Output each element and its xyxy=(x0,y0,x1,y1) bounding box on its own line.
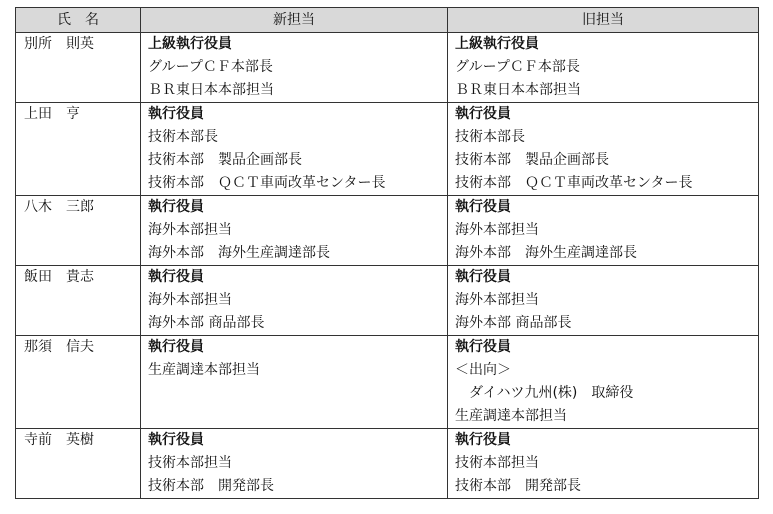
old-assignment-line: ＢＲ東日本本部担当 xyxy=(455,82,581,98)
officer-name: 上田 亨 xyxy=(24,106,80,122)
old-assignment-line: 海外本部担当 xyxy=(455,292,539,308)
new-assignment-line: 海外本部担当 xyxy=(148,292,232,308)
table-row xyxy=(16,196,759,266)
header-new-assignment: 新担当 xyxy=(141,8,448,33)
new-assignment-line: グループＣＦ本部長 xyxy=(148,59,273,75)
officer-name: 寺前 英樹 xyxy=(24,432,94,448)
table-row xyxy=(16,33,759,103)
new-assignment-cell xyxy=(141,103,448,196)
header-name: 氏 名 xyxy=(16,8,141,33)
old-position-title: 執行役員 xyxy=(455,199,511,215)
new-position-title: 上級執行役員 xyxy=(148,36,232,52)
new-assignment-line: 技術本部長 xyxy=(148,129,218,145)
old-assignment-line: 海外本部 商品部長 xyxy=(455,315,572,331)
new-assignment-line: 海外本部担当 xyxy=(148,222,232,238)
header-old-assignment: 旧担当 xyxy=(448,8,759,33)
new-position-title: 執行役員 xyxy=(148,432,204,448)
table-row xyxy=(16,266,759,336)
old-position-title: 執行役員 xyxy=(455,432,511,448)
header-row xyxy=(16,8,759,33)
old-assignment-line: ＜出向＞ xyxy=(455,362,511,378)
new-assignment-line: 技術本部 製品企画部長 xyxy=(148,152,302,168)
old-assignment-line: グループＣＦ本部長 xyxy=(455,59,580,75)
new-assignment-line: 技術本部担当 xyxy=(148,455,232,471)
old-assignment-line: 海外本部担当 xyxy=(455,222,539,238)
officer-name-cell xyxy=(16,336,141,429)
old-assignment-cell xyxy=(448,33,759,103)
old-position-title: 上級執行役員 xyxy=(455,36,539,52)
old-position-title: 執行役員 xyxy=(455,269,511,285)
old-assignment-line: 海外本部 海外生産調達部長 xyxy=(455,245,637,261)
new-position-title: 執行役員 xyxy=(148,269,204,285)
old-assignment-cell xyxy=(448,266,759,336)
new-assignment-line: ＢＲ東日本本部担当 xyxy=(148,82,274,98)
old-assignment-cell xyxy=(448,336,759,429)
officer-name-cell xyxy=(16,429,141,499)
table-row xyxy=(16,103,759,196)
officer-name-cell xyxy=(16,196,141,266)
old-assignment-line: 技術本部 開発部長 xyxy=(455,478,581,494)
officer-name: 那須 信夫 xyxy=(24,339,94,355)
officer-name: 別所 則英 xyxy=(24,36,94,52)
new-assignment-line: 海外本部 海外生産調達部長 xyxy=(148,245,330,261)
officer-name-cell xyxy=(16,33,141,103)
new-assignment-cell xyxy=(141,33,448,103)
new-assignment-line: 海外本部 商品部長 xyxy=(148,315,265,331)
new-position-title: 執行役員 xyxy=(148,339,204,355)
old-assignment-line: 技術本部担当 xyxy=(455,455,539,471)
officer-name: 飯田 貴志 xyxy=(24,269,94,285)
old-assignment-cell xyxy=(448,429,759,499)
table-row xyxy=(16,336,759,429)
table-row xyxy=(16,429,759,499)
new-position-title: 執行役員 xyxy=(148,199,204,215)
old-assignment-cell xyxy=(448,196,759,266)
new-assignment-cell xyxy=(141,196,448,266)
new-assignment-cell xyxy=(141,336,448,429)
old-assignment-line: 技術本部 製品企画部長 xyxy=(455,152,609,168)
new-assignment-cell xyxy=(141,429,448,499)
new-assignment-cell xyxy=(141,266,448,336)
officer-name-cell xyxy=(16,266,141,336)
old-position-title: 執行役員 xyxy=(455,106,511,122)
old-assignment-line: ダイハツ九州(株) 取締役 xyxy=(469,385,634,401)
new-assignment-line: 技術本部 開発部長 xyxy=(148,478,274,494)
officer-assignment-table xyxy=(15,7,759,499)
old-assignment-cell xyxy=(448,103,759,196)
officer-name: 八木 三郎 xyxy=(24,199,94,215)
old-assignment-line: 技術本部 ＱＣＴ車両改革センター長 xyxy=(455,175,693,191)
old-position-title: 執行役員 xyxy=(455,339,511,355)
new-assignment-line: 技術本部 ＱＣＴ車両改革センター長 xyxy=(148,175,386,191)
new-position-title: 執行役員 xyxy=(148,106,204,122)
officer-name-cell xyxy=(16,103,141,196)
old-assignment-line: 生産調達本部担当 xyxy=(455,408,567,424)
old-assignment-line: 技術本部長 xyxy=(455,129,525,145)
new-assignment-line: 生産調達本部担当 xyxy=(148,362,260,378)
